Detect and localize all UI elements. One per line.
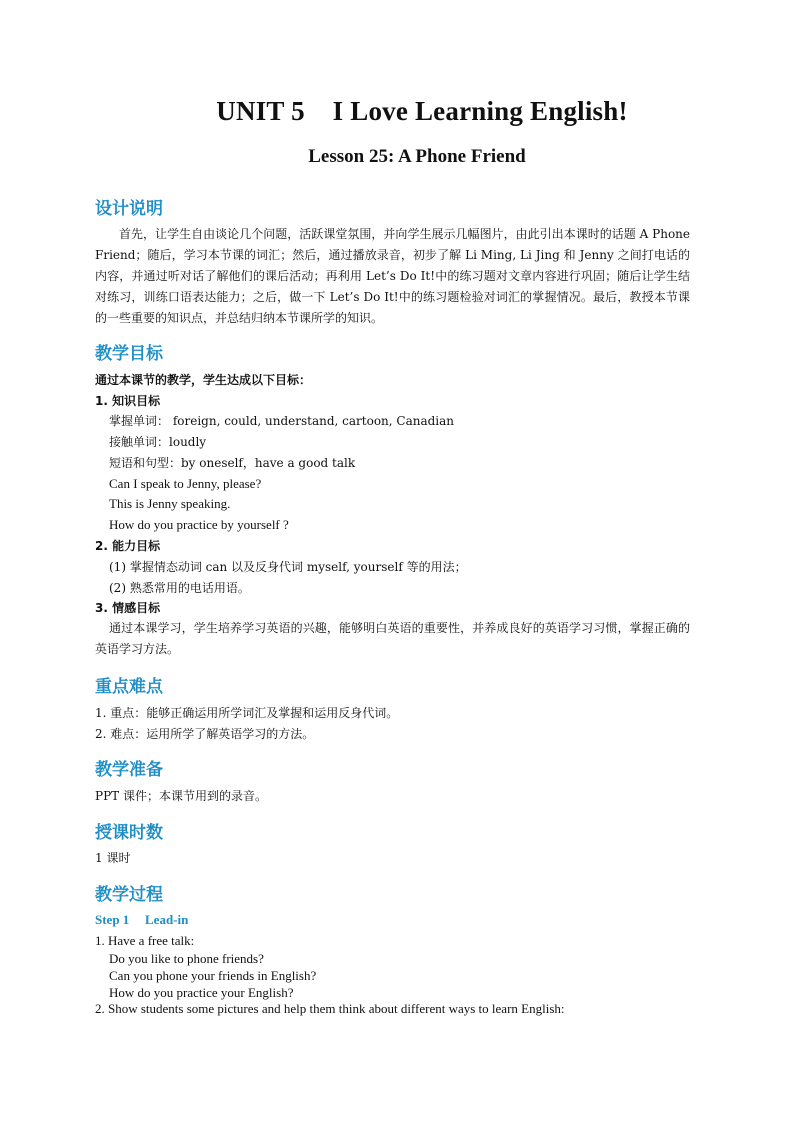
section-heading-process: 教学过程 (95, 885, 163, 905)
preparation-text: PPT 课件；本课节用到的录音。 (95, 789, 267, 803)
sentence-1: Can I speak to Jenny, please? (109, 476, 262, 491)
contact-words: 接触单词：loudly (109, 435, 207, 449)
hours-text: 1 课时 (95, 851, 131, 865)
ability-item-2: (2) 熟悉常用的电话用语。 (109, 581, 250, 595)
master-words: 掌握单词： foreign, could, understand, cartoon, Canadian (109, 414, 455, 428)
design-paragraph: 首先，让学生自由谈论几个问题，活跃课堂氛围，并向学生展示几幅图片，由此引出本课时的话题 A Phone Friend；随后，学习本节课的词汇；然后，通过播放录音，初步了解 Li Ming, Li Jing 和 Jenny 之间打电话的内容，并通过听对话了解他们的课后活动；再利用 Let’s Do It!中的练习题对文章内容进行巩固；随后让学生结对练习，训练口语表达能力；之后，做一下 Let’s Do It!中的练习题检验对词汇的掌握情况。最后，教授本节课的一些重要的知识点，并总结归纳本节课所学的知识。 (95, 227, 691, 325)
ability-goal-title: 2. 能力目标 (95, 539, 161, 553)
section-heading-key-points: 重点难点 (95, 677, 163, 697)
process-item-2: 2. Show students some pictures and help them think about different ways to learn English: (95, 1001, 565, 1016)
section-heading-hours: 授课时数 (95, 823, 163, 843)
unit-title: UNIT 5 I Love Learning English! (216, 96, 628, 126)
sentence-3: How do you practice by yourself ? (109, 517, 289, 532)
question-3: How do you practice your English? (109, 985, 294, 1000)
lesson-title: Lesson 25: A Phone Friend (308, 146, 526, 167)
phrases: 短语和句型：by oneself，have a good talk (109, 456, 356, 470)
question-1: Do you like to phone friends? (109, 951, 264, 966)
goals-intro: 通过本课节的教学，学生达成以下目标： (95, 373, 312, 387)
key-point-1: 1. 重点：能够正确运用所学词汇及掌握和运用反身代词。 (95, 706, 399, 720)
emotion-text: 通过本课学习，学生培养学习英语的兴趣，能够明白英语的重要性，并养成良好的英语学习习惯，掌握正确的英语学习方法。 (95, 621, 690, 656)
process-item-1: 1. Have a free talk: (95, 933, 195, 948)
step-heading (95, 912, 188, 928)
section-heading-goals: 教学目标 (95, 344, 163, 364)
knowledge-goal-title: 1. 知识目标 (95, 394, 161, 408)
step-name: Lead-in (145, 912, 189, 927)
section-heading-preparation: 教学准备 (95, 760, 163, 780)
question-2: Can you phone your friends in English? (109, 968, 317, 983)
key-point-2: 2. 难点：运用所学了解英语学习的方法。 (95, 727, 315, 741)
section-heading-design: 设计说明 (95, 199, 163, 219)
sentence-2: This is Jenny speaking. (109, 496, 231, 511)
ability-item-1: (1) 掌握情态动词 can 以及反身代词 myself, yourself 等的用法； (109, 560, 467, 574)
step-label: Step 1 (95, 912, 130, 927)
emotion-goal-title: 3. 情感目标 (95, 601, 161, 615)
